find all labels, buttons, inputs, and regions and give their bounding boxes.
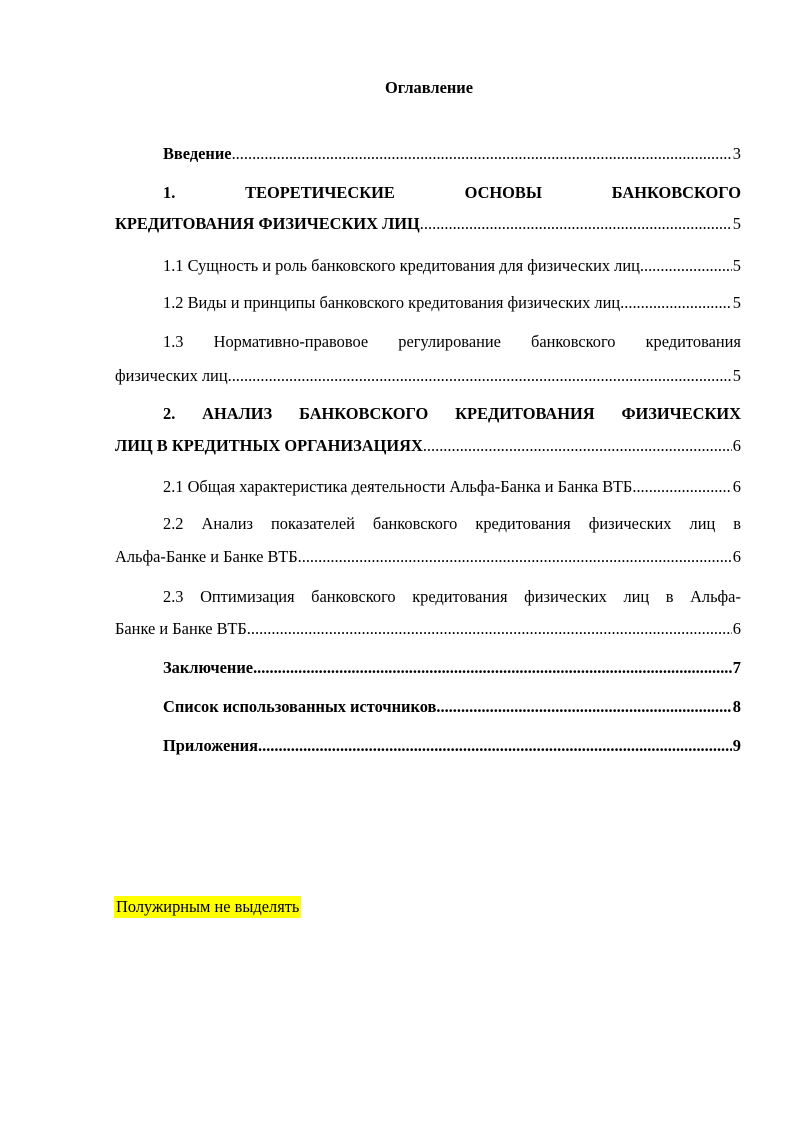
toc-page-number: 9: [732, 736, 741, 755]
toc-entry-text: Банке и Банке ВТБ: [115, 619, 247, 638]
toc-leader-dots: [228, 366, 732, 386]
word: банковского: [531, 332, 616, 351]
word: 1.3: [163, 332, 184, 351]
toc-entry-intro[interactable]: [163, 144, 741, 164]
toc-entry-text: Альфа-Банке и Банке ВТБ: [115, 547, 298, 566]
word: регулирование: [398, 332, 501, 351]
toc-leader-dots: [436, 697, 731, 717]
toc-entry-2-2-line-1[interactable]: [163, 514, 741, 534]
toc-entry-2-3-line-1[interactable]: [163, 587, 741, 607]
toc-entry-text: 1.2 Виды и принципы банковского кредитования физических лиц: [163, 293, 621, 312]
toc-entry-text: физических лиц: [115, 366, 228, 385]
word: кредитования: [412, 587, 508, 606]
toc-entry-1-3-line-2[interactable]: [115, 366, 741, 386]
word: Нормативно-правовое: [213, 332, 369, 351]
toc-entry-1-1[interactable]: [163, 256, 741, 276]
toc-entry-2-3-line-2[interactable]: [115, 619, 741, 639]
toc-entry-chapter-1-line-1[interactable]: [163, 183, 741, 203]
toc-page-number: 6: [732, 619, 741, 638]
word: ФИЗИЧЕСКИХ: [621, 404, 741, 423]
toc-page-number: 5: [732, 214, 741, 233]
toc-entry-text: Заключение: [163, 658, 254, 677]
word: кредитования: [645, 332, 741, 351]
word: в: [665, 587, 674, 606]
toc-page-number: 6: [732, 547, 741, 566]
toc-leader-dots: [258, 736, 732, 756]
toc-leader-dots: [620, 293, 732, 313]
toc-leader-dots: [298, 547, 732, 567]
toc-entry-sources[interactable]: [163, 697, 741, 717]
toc-entry-2-1[interactable]: [163, 477, 741, 497]
toc-page-number: 5: [732, 366, 741, 385]
toc-page-number: 5: [732, 256, 741, 275]
word: банковского: [311, 587, 396, 606]
toc-entry-chapter-2-line-1[interactable]: [163, 404, 741, 424]
toc-entry-chapter-1-line-2[interactable]: [115, 214, 741, 234]
word: Оптимизация: [200, 587, 295, 606]
word: 2.2: [163, 514, 184, 533]
word: в: [733, 514, 741, 533]
toc-entry-text: 2.1 Общая характеристика деятельности Альфа-Банка и Банка ВТБ: [163, 477, 633, 496]
word: ТЕОРЕТИЧЕСКИЕ: [245, 183, 395, 202]
toc-leader-dots: [253, 658, 732, 678]
word: физических: [588, 514, 672, 533]
toc-entry-text: Приложения: [163, 736, 258, 755]
word: лиц: [623, 587, 650, 606]
toc-entry-text: ЛИЦ В КРЕДИТНЫХ ОРГАНИЗАЦИЯХ: [115, 436, 423, 455]
word: Анализ: [201, 514, 253, 533]
toc-page-number: 6: [732, 436, 741, 455]
word: КРЕДИТОВАНИЯ: [455, 404, 595, 423]
toc-entry-text: КРЕДИТОВАНИЯ ФИЗИЧЕСКИХ ЛИЦ: [115, 214, 420, 233]
word: банковского: [372, 514, 458, 533]
word: 2.3: [163, 587, 184, 606]
toc-leader-dots: [247, 619, 732, 639]
toc-page-number: 5: [732, 293, 741, 312]
toc-page-number: 6: [732, 477, 741, 496]
word: показателей: [270, 514, 355, 533]
toc-entry-2-2-line-2[interactable]: [115, 547, 741, 567]
word: лиц: [689, 514, 716, 533]
word: АНАЛИЗ: [202, 404, 273, 423]
word: БАНКОВСКОГО: [611, 183, 741, 202]
word: физических: [524, 587, 607, 606]
toc-entry-text: 1.1 Сущность и роль банковского кредитования для физических лиц: [163, 256, 640, 275]
toc-entry-1-2[interactable]: [163, 293, 741, 313]
toc-leader-dots: [232, 144, 732, 164]
toc-entry-appendix[interactable]: [163, 736, 741, 756]
toc-entry-chapter-2-line-2[interactable]: [115, 436, 741, 456]
toc-page-number: 7: [732, 658, 741, 677]
toc-leader-dots: [423, 436, 732, 456]
word: БАНКОВСКОГО: [299, 404, 429, 423]
toc-page-number: 3: [732, 144, 741, 163]
toc-entry-conclusion[interactable]: [163, 658, 741, 678]
word: кредитования: [475, 514, 571, 533]
toc-page-number: 8: [732, 697, 741, 716]
toc-entry-1-3-line-1[interactable]: [163, 332, 741, 352]
word: 2.: [163, 404, 176, 423]
toc-entry-text: Введение: [163, 144, 232, 163]
toc-leader-dots: [420, 214, 732, 234]
word: ОСНОВЫ: [464, 183, 542, 202]
word: 1.: [163, 183, 176, 202]
toc-leader-dots: [632, 477, 731, 497]
highlighted-note: Полужирным не выделять: [116, 897, 300, 916]
toc-leader-dots: [640, 256, 732, 276]
toc-entry-text: Список использованных источников: [163, 697, 437, 716]
toc-title: Оглавление: [384, 78, 474, 97]
word: Альфа-: [690, 587, 741, 606]
